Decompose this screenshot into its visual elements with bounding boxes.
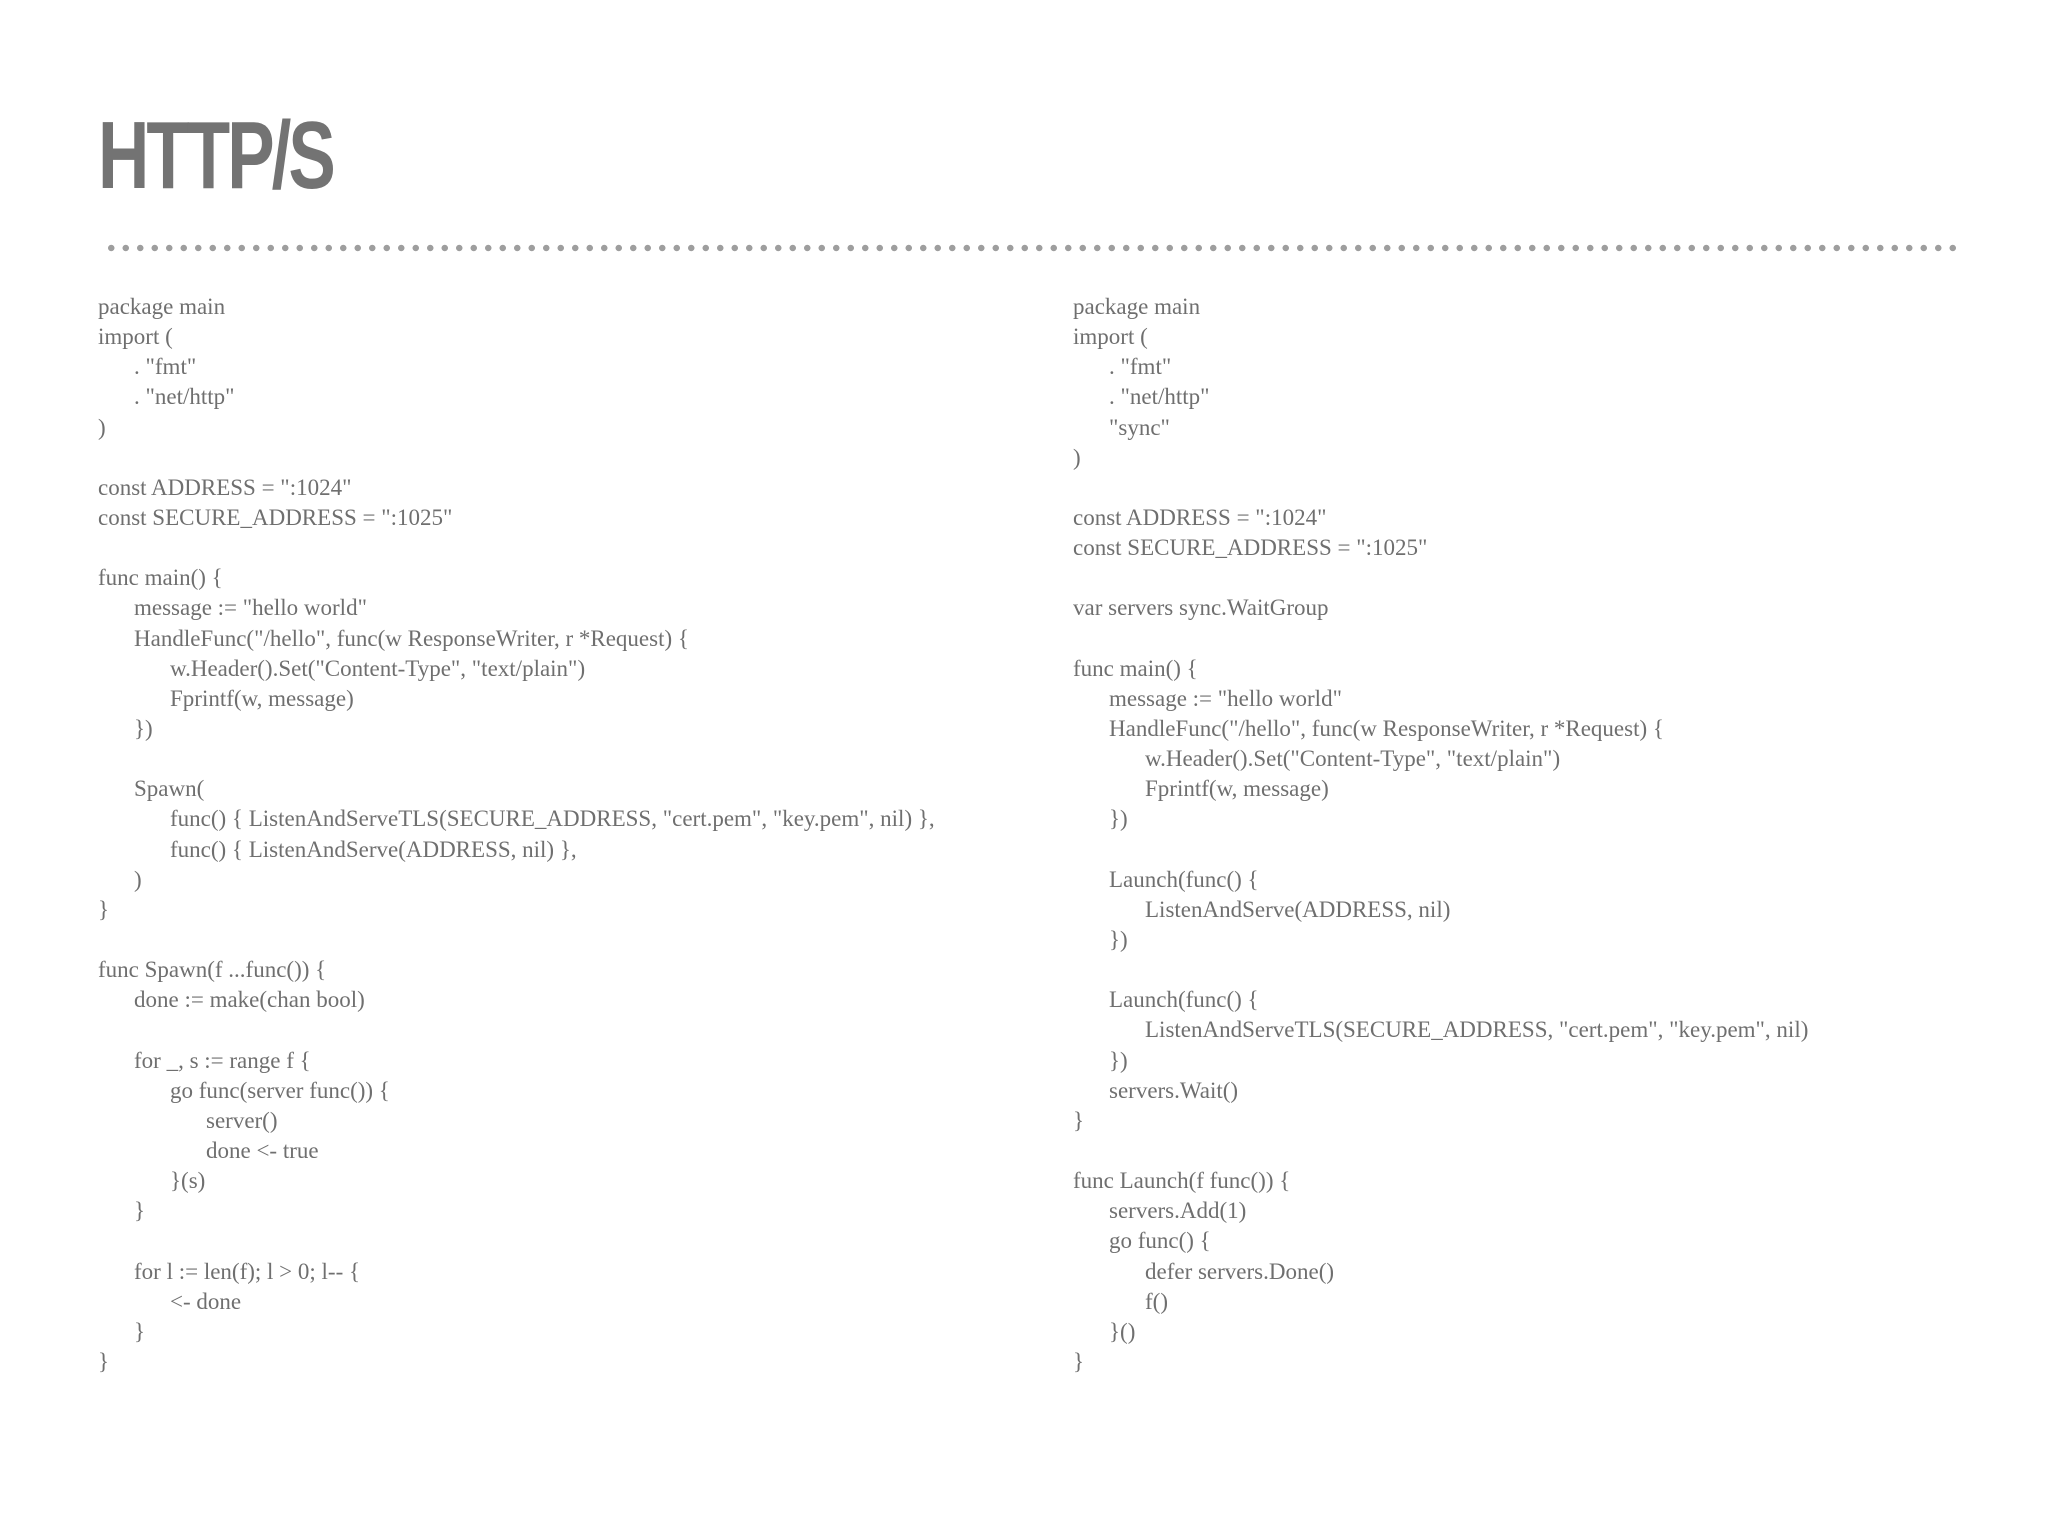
code-line: go func(server func()) { [170, 1077, 390, 1103]
code-line: w.Header().Set("Content-Type", "text/plain") [170, 655, 586, 681]
code-line: . "net/http" [134, 384, 235, 410]
code-line: func() { ListenAndServe(ADDRESS, nil) }, [170, 836, 577, 862]
code-line: }) [1109, 926, 1128, 952]
code-line: ) [98, 414, 106, 440]
code-line: . "fmt" [1109, 354, 1172, 380]
code-line: go func() { [1109, 1228, 1211, 1254]
code-line [98, 533, 998, 563]
code-line: ListenAndServeTLS(SECURE_ADDRESS, "cert.pem", "key.pem", nil) [1145, 1017, 1809, 1043]
code-line [98, 1015, 998, 1045]
code-line: } [134, 1198, 146, 1224]
code-line: HandleFunc("/hello", func(w ResponseWriter, r *Request) { [134, 625, 689, 651]
code-line: }) [1109, 1047, 1128, 1073]
code-line: ) [1073, 444, 1081, 470]
code-line: package main [1073, 294, 1201, 319]
code-line: }) [1109, 806, 1128, 832]
code-line: package main [98, 294, 226, 319]
code-line: . "net/http" [1109, 384, 1210, 410]
code-line: f() [1145, 1288, 1168, 1314]
code-line: var servers sync.WaitGroup [1073, 595, 1329, 621]
code-line: Fprintf(w, message) [170, 685, 354, 711]
left-code-block [98, 292, 998, 1377]
code-line: } [134, 1318, 146, 1344]
code-line: . "fmt" [134, 354, 197, 380]
code-line: ListenAndServe(ADDRESS, nil) [1145, 896, 1451, 922]
code-line: } [98, 1348, 110, 1374]
code-line: } [98, 896, 110, 922]
code-line: Launch(func() { [1109, 866, 1259, 892]
code-line: <- done [170, 1288, 242, 1314]
code-line: message := "hello world" [1109, 685, 1342, 711]
code-line [1073, 835, 1973, 865]
code-line: server() [206, 1107, 278, 1133]
dotted-divider [104, 244, 1960, 252]
code-line: HandleFunc("/hello", func(w ResponseWriter, r *Request) { [1109, 715, 1664, 741]
code-line: }) [134, 715, 153, 741]
code-line [1073, 1136, 1973, 1166]
code-line: servers.Wait() [1109, 1077, 1239, 1103]
code-line: }(s) [170, 1168, 206, 1194]
code-line [1073, 563, 1973, 593]
code-line: const ADDRESS = ":1024" [98, 474, 352, 500]
code-line [98, 925, 998, 955]
code-line: w.Header().Set("Content-Type", "text/plain") [1145, 746, 1561, 772]
code-line: const ADDRESS = ":1024" [1073, 504, 1327, 530]
code-line: Launch(func() { [1109, 987, 1259, 1013]
code-line: for _, s := range f { [134, 1047, 311, 1073]
code-line: ) [134, 866, 142, 892]
code-line [98, 1226, 998, 1256]
code-line: message := "hello world" [134, 595, 367, 621]
code-line [1073, 624, 1973, 654]
code-line: servers.Add(1) [1109, 1198, 1247, 1224]
code-line: Spawn( [134, 776, 205, 802]
code-line: done <- true [206, 1137, 319, 1163]
code-line [98, 443, 998, 473]
code-line: done := make(chan bool) [134, 987, 365, 1013]
code-line: } [1073, 1107, 1085, 1133]
code-line: defer servers.Done() [1145, 1258, 1335, 1284]
code-line [1073, 473, 1973, 503]
code-line: const SECURE_ADDRESS = ":1025" [1073, 535, 1428, 561]
code-line: func() { ListenAndServeTLS(SECURE_ADDRESS, "cert.pem", "key.pem", nil) }, [170, 806, 935, 832]
code-line: }() [1109, 1318, 1136, 1344]
code-line: const SECURE_ADDRESS = ":1025" [98, 504, 453, 530]
code-line: func main() { [98, 565, 223, 591]
code-line: import ( [1073, 324, 1148, 350]
slide-title: HTTP/S [98, 102, 333, 209]
code-line: func Spawn(f ...func()) { [98, 957, 327, 983]
code-line: for l := len(f); l > 0; l-- { [134, 1258, 361, 1284]
right-code-block [1073, 292, 1973, 1377]
code-line: func main() { [1073, 655, 1198, 681]
code-line: import ( [98, 324, 173, 350]
code-line: "sync" [1109, 414, 1170, 440]
code-line: Fprintf(w, message) [1145, 776, 1329, 802]
code-line: } [1073, 1348, 1085, 1374]
code-line [98, 744, 998, 774]
code-line [1073, 955, 1973, 985]
code-line: func Launch(f func()) { [1073, 1168, 1291, 1194]
